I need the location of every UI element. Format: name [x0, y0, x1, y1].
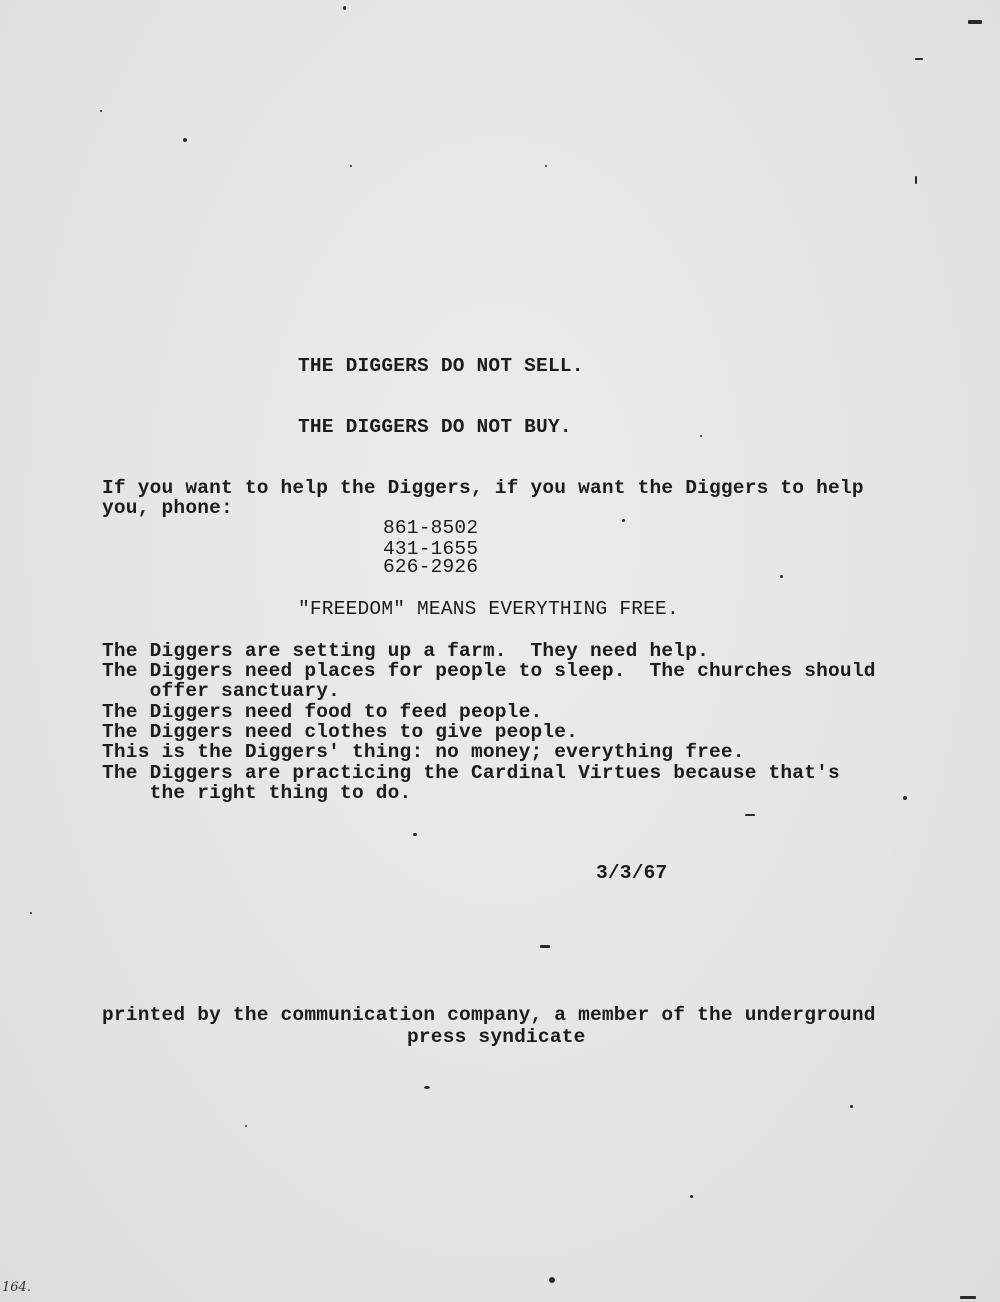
speck-mark: [350, 165, 352, 167]
speck-mark: [690, 1195, 693, 1198]
speck-mark: [245, 1125, 247, 1127]
body-line-2: The Diggers need places for people to sleep. The churches should: [102, 660, 876, 682]
edge-mark: [915, 176, 917, 184]
speck-mark: [549, 1277, 555, 1283]
speck-mark: [413, 833, 417, 836]
speck-mark: [700, 435, 702, 437]
phone-number-2: 431-1655: [383, 538, 479, 560]
body-line-8: the right thing to do.: [102, 782, 412, 804]
speck-mark: [780, 575, 783, 578]
handwritten-note: 164.: [2, 1280, 31, 1295]
body-line-3: offer sanctuary.: [102, 680, 341, 702]
body-line-5: The Diggers need clothes to give people.: [102, 721, 579, 743]
date: 3/3/67: [596, 862, 668, 884]
phone-number-1: 861-8502: [383, 517, 479, 539]
speck-mark: [30, 912, 32, 914]
heading-do-not-buy: THE DIGGERS DO NOT BUY.: [298, 416, 572, 438]
speck-mark: [903, 796, 907, 800]
speck-mark: [183, 138, 187, 142]
slogan: "FREEDOM" MEANS EVERYTHING FREE.: [298, 598, 679, 620]
footer-line-1: printed by the communication company, a member of the underground: [102, 1004, 876, 1026]
speck-mark: [545, 165, 547, 167]
speck-mark: [745, 814, 755, 816]
speck-mark: [100, 110, 102, 112]
body-line-7: The Diggers are practicing the Cardinal Virtues because that's: [102, 762, 840, 784]
phone-number-3: 626-2926: [383, 556, 479, 578]
body-line-6: This is the Diggers' thing: no money; everything free.: [102, 741, 745, 763]
footer-line-2: press syndicate: [407, 1026, 586, 1048]
edge-mark: [960, 1296, 976, 1299]
intro-line-2: you, phone:: [102, 497, 233, 519]
edge-mark: [968, 20, 982, 24]
edge-mark: [915, 58, 923, 60]
body-line-4: The Diggers need food to feed people.: [102, 701, 543, 723]
speck-mark: [622, 519, 625, 522]
speck-mark: [540, 945, 550, 948]
body-line-1: The Diggers are setting up a farm. They need help.: [102, 640, 709, 662]
speck-mark: [424, 1086, 430, 1089]
intro-line-1: If you want to help the Diggers, if you want the Diggers to help: [102, 477, 864, 499]
speck-mark: [850, 1105, 853, 1108]
heading-do-not-sell: THE DIGGERS DO NOT SELL.: [298, 355, 584, 377]
speck-mark: [343, 6, 346, 10]
